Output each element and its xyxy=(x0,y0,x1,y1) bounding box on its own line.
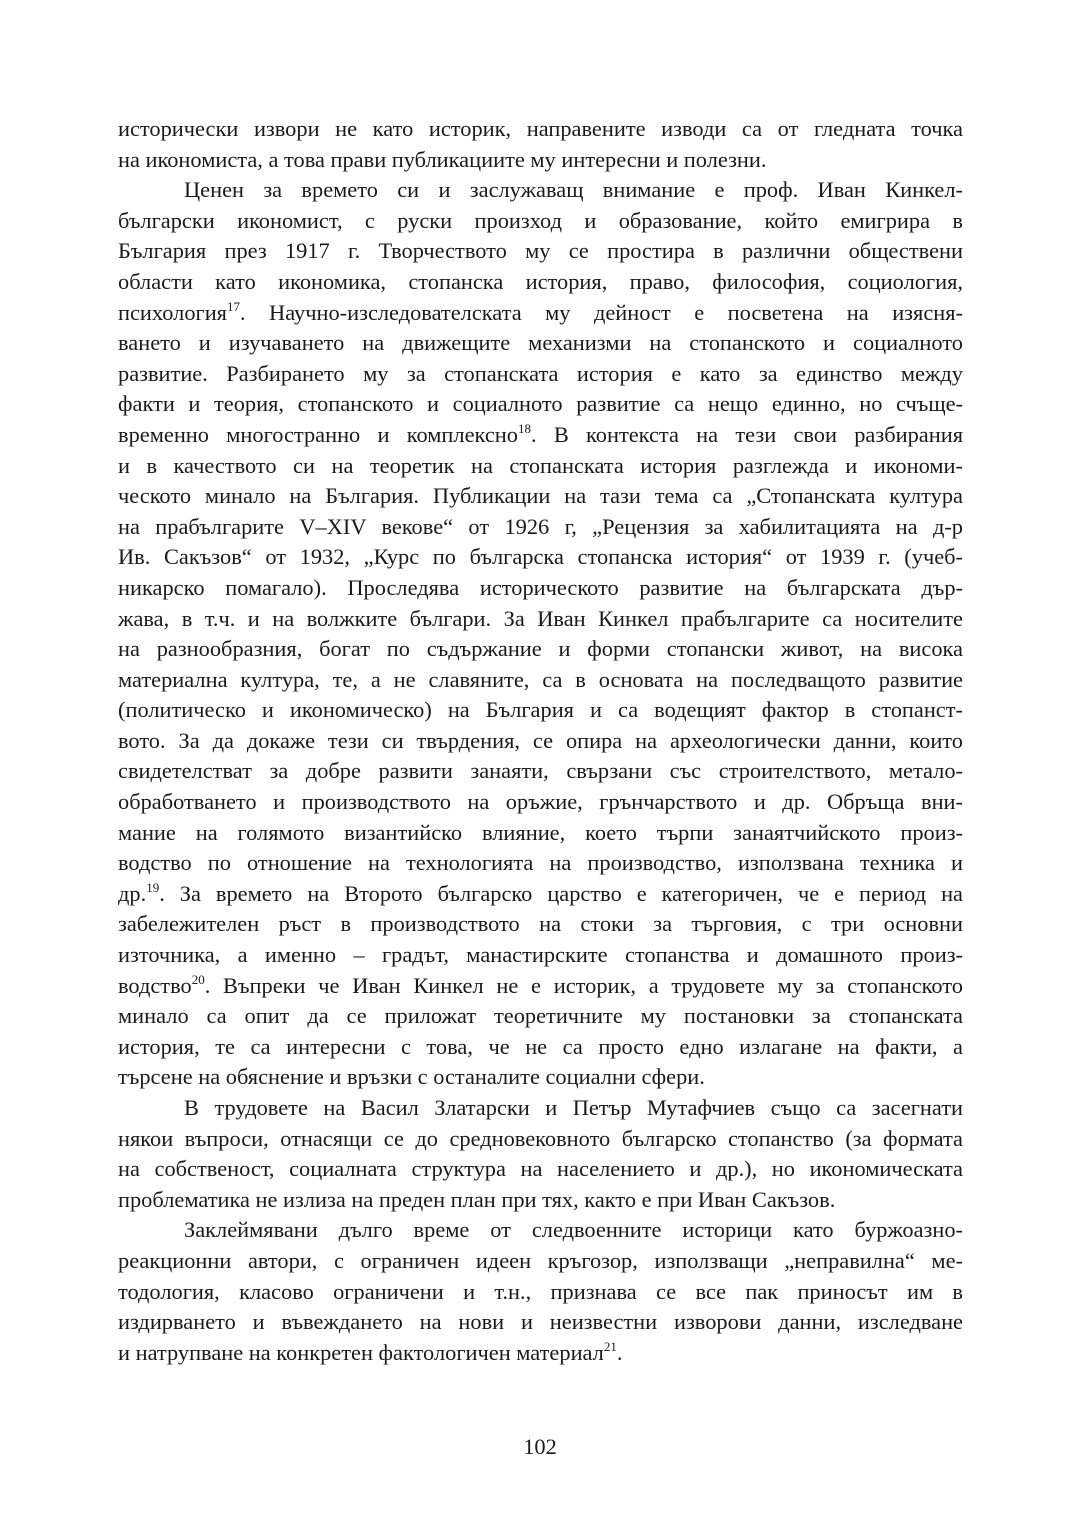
text-line: В трудовете на Васил Златарски и Петър Мутафчиев също са засегнати xyxy=(184,1095,963,1120)
text-line: обработването и производството на оръжие, грънчарството и др. Обръща вни- xyxy=(118,789,963,815)
footnote-reference[interactable]: 20 xyxy=(191,971,205,987)
text-line: търсене на обяснение и връзки с останалите социални сфери. xyxy=(118,1064,705,1090)
footnote-reference[interactable]: 19 xyxy=(146,879,160,895)
text-line: области като икономика, стопанска история, право, философия, социология, xyxy=(118,268,963,294)
text-line: материална култура, те, а не славяните, са в основата на последващото развитие xyxy=(118,666,963,692)
text-line: ческото минало на България. Публикации на тази тема са „Стопанската култура xyxy=(118,483,963,509)
text-line: ването и изучаването на движещите механизми на стопанското и социалното xyxy=(118,330,963,356)
page-number: 102 xyxy=(523,1434,557,1459)
footnote-reference[interactable]: 21 xyxy=(603,1338,617,1354)
text-line: др.$^{19}$. За времето на Второто българско царство е категоричен, че е период на xyxy=(118,879,963,906)
text-line: мание на голямото византийско влияние, което търпи занаятчийското произ- xyxy=(118,819,963,845)
text-line: жава, в т.ч. и на волжките българи. За Иван Кинкел прабългарите са носителите xyxy=(118,605,963,631)
footnote-reference[interactable]: 17 xyxy=(226,298,240,314)
text-line: България през 1917 г. Творчеството му се простира в различни обществени xyxy=(118,238,963,264)
paragraph xyxy=(118,1215,963,1368)
text-line: и в качеството си на теоретик на стопанската история разглежда и икономи- xyxy=(118,452,963,478)
text-line: Заклеймявани дълго време от следвоенните историци като буржоазно- xyxy=(184,1217,963,1243)
text-line: на собственост, социалната структура на населението и др.), но икономическата xyxy=(118,1156,963,1182)
text-line: на разнообразния, богат по съдържание и форми стопански живот, на висока xyxy=(118,636,963,662)
paragraph xyxy=(118,175,963,1093)
text-line: психология$^{17}$. Научно-изследователската му дейност е посветена на изясня- xyxy=(118,298,963,325)
footnote-reference[interactable]: 18 xyxy=(517,420,531,436)
text-line: тодология, класово ограничени и т.н., признава се все пак приносът им в xyxy=(118,1278,963,1304)
text-line: реакционни автори, с ограничен идеен кръгозор, използващи „неправилна“ ме- xyxy=(118,1247,963,1273)
text-line: и натрупване на конкретен фактологичен материал$^{21}$. xyxy=(118,1338,623,1365)
text-line: исторически извори не като историк, направените изводи са от гледната точка xyxy=(118,116,963,141)
text-line: на прабългарите V–XIV векове“ от 1926 г, „Рецензия за хабилитацията на д-р xyxy=(118,513,963,539)
text-line: водство$^{20}$. Въпреки че Иван Кинкел не е историк, а трудовете му за стопанското xyxy=(118,971,963,998)
paragraph xyxy=(118,1093,963,1215)
text-line: свидетелстват за добре развити занаяти, свързани със строителството, метало- xyxy=(118,758,963,784)
text-line: (политическо и икономическо) на България и са водещият фактор в стопанст- xyxy=(118,697,963,723)
text-line: вото. За да докаже тези си твърдения, се опира на археологически данни, които xyxy=(118,727,963,753)
text-line: факти и теория, стопанското и социалното развитие са нещо единно, но счъще- xyxy=(118,391,963,417)
text-line: на икономиста, а това прави публикациите му интересни и полезни. xyxy=(118,146,767,172)
text-line: история, те са интересни с това, че не са просто едно излагане на факти, а xyxy=(118,1033,963,1059)
text-line: български икономист, с руски произход и образование, който емигрира в xyxy=(118,207,963,233)
text-line: минало са опит да се приложат теоретичните му постановки за стопанската xyxy=(118,1003,963,1029)
text-line: издирването и въвеждането на нови и неизвестни изворови данни, изследване xyxy=(118,1309,963,1335)
paragraph xyxy=(118,114,963,175)
text-line: проблематика не излиза на преден план при тях, както е при Иван Сакъзов. xyxy=(118,1186,836,1212)
text-line: забележителен ръст в производството на стоки за търговия, с три основни xyxy=(118,911,963,937)
text-line: източника, а именно – градът, манастирските стопанства и домашното произ- xyxy=(118,942,963,968)
text-line: временно многостранно и комплексно$^{18}$. В контекста на тези свои разбирания xyxy=(118,420,963,447)
text-line: някои въпроси, отнасящи се до средновековното българско стопанство (за формата xyxy=(118,1125,963,1151)
text-line: водство по отношение на технологията на производство, използвана техника и xyxy=(118,850,963,876)
text-line: развитие. Разбирането му за стопанската история е като за единство между xyxy=(118,360,963,386)
text-line: никарско помагало). Проследява историческото развитие на българската дър- xyxy=(118,574,963,600)
page-body xyxy=(118,114,963,1368)
text-line: Ив. Сакъзов“ от 1932, „Курс по българска стопанска история“ от 1939 г. (учеб- xyxy=(118,544,963,570)
text-line: Ценен за времето си и заслужаващ внимание е проф. Иван Кинкел- xyxy=(184,177,963,203)
